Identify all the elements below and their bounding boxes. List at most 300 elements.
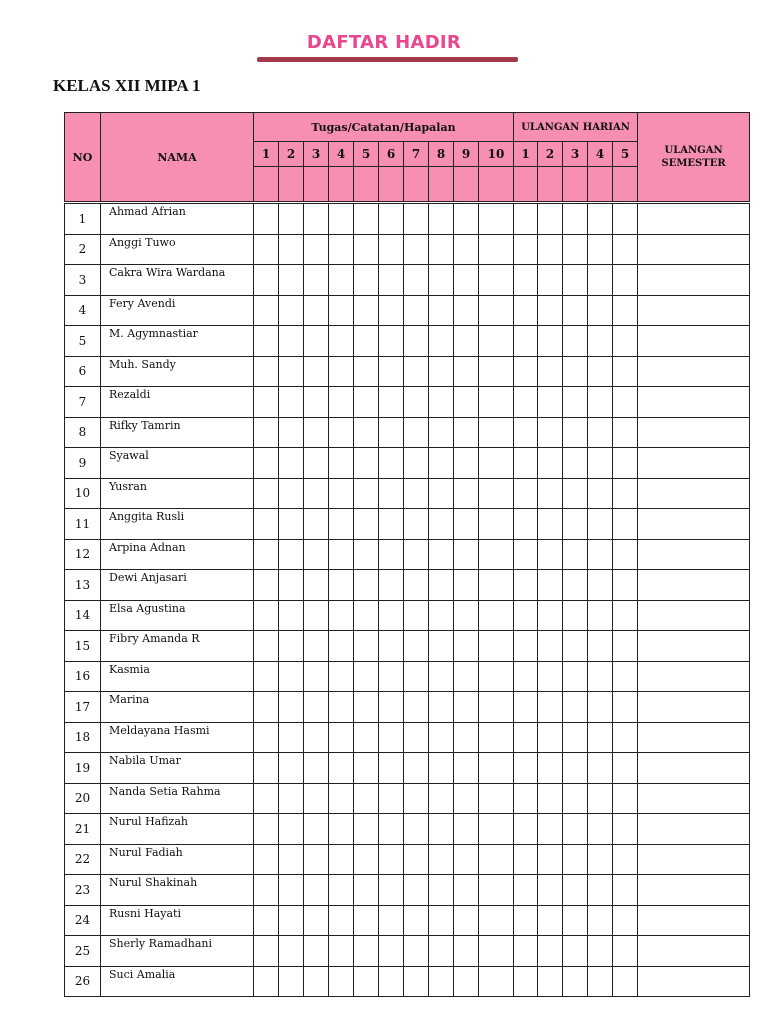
score-cell[interactable]: [538, 387, 563, 418]
score-cell[interactable]: [279, 661, 304, 692]
score-cell[interactable]: [479, 722, 514, 753]
score-cell[interactable]: [254, 265, 279, 296]
score-cell[interactable]: [613, 722, 638, 753]
score-cell[interactable]: [379, 448, 404, 479]
score-cell[interactable]: [329, 905, 354, 936]
score-cell[interactable]: [454, 417, 479, 448]
score-cell[interactable]: [588, 478, 613, 509]
score-cell[interactable]: [538, 204, 563, 235]
score-cell[interactable]: [354, 356, 379, 387]
score-cell[interactable]: [588, 722, 613, 753]
score-cell[interactable]: [379, 600, 404, 631]
score-cell[interactable]: [354, 631, 379, 662]
score-cell[interactable]: [254, 478, 279, 509]
score-cell[interactable]: [588, 753, 613, 784]
score-cell[interactable]: [404, 661, 429, 692]
score-cell[interactable]: [329, 387, 354, 418]
semester-score-cell[interactable]: [638, 905, 750, 936]
score-cell[interactable]: [429, 356, 454, 387]
score-cell[interactable]: [329, 326, 354, 357]
score-cell[interactable]: [613, 356, 638, 387]
score-cell[interactable]: [379, 265, 404, 296]
score-cell[interactable]: [613, 539, 638, 570]
score-cell[interactable]: [563, 966, 588, 997]
score-cell[interactable]: [354, 326, 379, 357]
score-cell[interactable]: [404, 966, 429, 997]
score-cell[interactable]: [254, 753, 279, 784]
score-cell[interactable]: [254, 356, 279, 387]
score-cell[interactable]: [563, 448, 588, 479]
score-cell[interactable]: [563, 783, 588, 814]
score-cell[interactable]: [279, 753, 304, 784]
score-cell[interactable]: [304, 661, 329, 692]
score-cell[interactable]: [613, 844, 638, 875]
score-cell[interactable]: [563, 905, 588, 936]
score-cell[interactable]: [304, 387, 329, 418]
score-cell[interactable]: [254, 783, 279, 814]
score-cell[interactable]: [404, 539, 429, 570]
score-cell[interactable]: [429, 936, 454, 967]
score-cell[interactable]: [479, 295, 514, 326]
score-cell[interactable]: [454, 753, 479, 784]
score-cell[interactable]: [304, 295, 329, 326]
score-cell[interactable]: [454, 966, 479, 997]
score-cell[interactable]: [514, 265, 538, 296]
score-cell[interactable]: [329, 753, 354, 784]
score-cell[interactable]: [563, 356, 588, 387]
score-cell[interactable]: [454, 692, 479, 723]
score-cell[interactable]: [279, 875, 304, 906]
score-cell[interactable]: [379, 387, 404, 418]
score-cell[interactable]: [588, 417, 613, 448]
score-cell[interactable]: [254, 875, 279, 906]
score-cell[interactable]: [329, 204, 354, 235]
score-cell[interactable]: [254, 966, 279, 997]
score-cell[interactable]: [279, 295, 304, 326]
score-cell[interactable]: [454, 356, 479, 387]
score-cell[interactable]: [279, 783, 304, 814]
score-cell[interactable]: [429, 326, 454, 357]
score-cell[interactable]: [429, 509, 454, 540]
score-cell[interactable]: [563, 204, 588, 235]
score-cell[interactable]: [538, 539, 563, 570]
score-cell[interactable]: [538, 783, 563, 814]
semester-score-cell[interactable]: [638, 631, 750, 662]
score-cell[interactable]: [379, 631, 404, 662]
semester-score-cell[interactable]: [638, 722, 750, 753]
semester-score-cell[interactable]: [638, 661, 750, 692]
score-cell[interactable]: [329, 570, 354, 601]
score-cell[interactable]: [354, 509, 379, 540]
score-cell[interactable]: [429, 783, 454, 814]
score-cell[interactable]: [479, 905, 514, 936]
score-cell[interactable]: [254, 509, 279, 540]
score-cell[interactable]: [514, 478, 538, 509]
score-cell[interactable]: [454, 204, 479, 235]
score-cell[interactable]: [379, 814, 404, 845]
score-cell[interactable]: [379, 966, 404, 997]
score-cell[interactable]: [479, 814, 514, 845]
score-cell[interactable]: [254, 692, 279, 723]
score-cell[interactable]: [354, 417, 379, 448]
score-cell[interactable]: [454, 326, 479, 357]
score-cell[interactable]: [429, 448, 454, 479]
score-cell[interactable]: [479, 692, 514, 723]
score-cell[interactable]: [304, 570, 329, 601]
score-cell[interactable]: [429, 265, 454, 296]
score-cell[interactable]: [588, 539, 613, 570]
score-cell[interactable]: [514, 722, 538, 753]
score-cell[interactable]: [514, 631, 538, 662]
score-cell[interactable]: [454, 234, 479, 265]
score-cell[interactable]: [514, 905, 538, 936]
score-cell[interactable]: [514, 417, 538, 448]
score-cell[interactable]: [514, 753, 538, 784]
score-cell[interactable]: [563, 509, 588, 540]
score-cell[interactable]: [304, 722, 329, 753]
score-cell[interactable]: [613, 387, 638, 418]
score-cell[interactable]: [304, 417, 329, 448]
semester-score-cell[interactable]: [638, 570, 750, 601]
score-cell[interactable]: [613, 631, 638, 662]
score-cell[interactable]: [404, 326, 429, 357]
score-cell[interactable]: [279, 448, 304, 479]
score-cell[interactable]: [379, 509, 404, 540]
score-cell[interactable]: [454, 387, 479, 418]
score-cell[interactable]: [613, 600, 638, 631]
score-cell[interactable]: [329, 722, 354, 753]
score-cell[interactable]: [329, 295, 354, 326]
score-cell[interactable]: [613, 661, 638, 692]
score-cell[interactable]: [454, 478, 479, 509]
score-cell[interactable]: [479, 204, 514, 235]
score-cell[interactable]: [588, 387, 613, 418]
score-cell[interactable]: [429, 387, 454, 418]
score-cell[interactable]: [254, 295, 279, 326]
score-cell[interactable]: [304, 600, 329, 631]
score-cell[interactable]: [538, 265, 563, 296]
score-cell[interactable]: [514, 844, 538, 875]
score-cell[interactable]: [429, 722, 454, 753]
score-cell[interactable]: [454, 875, 479, 906]
score-cell[interactable]: [304, 844, 329, 875]
score-cell[interactable]: [479, 661, 514, 692]
score-cell[interactable]: [429, 661, 454, 692]
score-cell[interactable]: [429, 570, 454, 601]
score-cell[interactable]: [613, 966, 638, 997]
score-cell[interactable]: [479, 234, 514, 265]
score-cell[interactable]: [354, 692, 379, 723]
score-cell[interactable]: [329, 356, 354, 387]
score-cell[interactable]: [379, 661, 404, 692]
score-cell[interactable]: [454, 600, 479, 631]
score-cell[interactable]: [404, 448, 429, 479]
score-cell[interactable]: [479, 570, 514, 601]
score-cell[interactable]: [588, 326, 613, 357]
score-cell[interactable]: [563, 539, 588, 570]
score-cell[interactable]: [304, 448, 329, 479]
score-cell[interactable]: [304, 631, 329, 662]
score-cell[interactable]: [329, 661, 354, 692]
score-cell[interactable]: [454, 936, 479, 967]
score-cell[interactable]: [454, 661, 479, 692]
score-cell[interactable]: [379, 692, 404, 723]
score-cell[interactable]: [279, 814, 304, 845]
score-cell[interactable]: [454, 814, 479, 845]
score-cell[interactable]: [588, 509, 613, 540]
score-cell[interactable]: [514, 204, 538, 235]
semester-score-cell[interactable]: [638, 600, 750, 631]
score-cell[interactable]: [588, 966, 613, 997]
score-cell[interactable]: [404, 265, 429, 296]
score-cell[interactable]: [538, 509, 563, 540]
semester-score-cell[interactable]: [638, 326, 750, 357]
score-cell[interactable]: [354, 753, 379, 784]
score-cell[interactable]: [329, 844, 354, 875]
score-cell[interactable]: [514, 234, 538, 265]
score-cell[interactable]: [329, 966, 354, 997]
score-cell[interactable]: [354, 387, 379, 418]
score-cell[interactable]: [429, 631, 454, 662]
score-cell[interactable]: [279, 326, 304, 357]
score-cell[interactable]: [404, 509, 429, 540]
score-cell[interactable]: [613, 265, 638, 296]
score-cell[interactable]: [304, 692, 329, 723]
score-cell[interactable]: [538, 936, 563, 967]
score-cell[interactable]: [404, 295, 429, 326]
score-cell[interactable]: [514, 875, 538, 906]
score-cell[interactable]: [254, 905, 279, 936]
score-cell[interactable]: [429, 905, 454, 936]
score-cell[interactable]: [588, 204, 613, 235]
score-cell[interactable]: [279, 600, 304, 631]
score-cell[interactable]: [254, 326, 279, 357]
score-cell[interactable]: [429, 966, 454, 997]
score-cell[interactable]: [429, 478, 454, 509]
score-cell[interactable]: [404, 783, 429, 814]
score-cell[interactable]: [329, 600, 354, 631]
score-cell[interactable]: [254, 387, 279, 418]
score-cell[interactable]: [329, 631, 354, 662]
score-cell[interactable]: [379, 875, 404, 906]
score-cell[interactable]: [329, 417, 354, 448]
score-cell[interactable]: [304, 753, 329, 784]
semester-score-cell[interactable]: [638, 234, 750, 265]
score-cell[interactable]: [279, 905, 304, 936]
score-cell[interactable]: [279, 234, 304, 265]
score-cell[interactable]: [254, 600, 279, 631]
score-cell[interactable]: [279, 936, 304, 967]
score-cell[interactable]: [304, 936, 329, 967]
score-cell[interactable]: [429, 875, 454, 906]
score-cell[interactable]: [429, 844, 454, 875]
score-cell[interactable]: [379, 356, 404, 387]
score-cell[interactable]: [538, 234, 563, 265]
score-cell[interactable]: [563, 570, 588, 601]
semester-score-cell[interactable]: [638, 356, 750, 387]
score-cell[interactable]: [329, 692, 354, 723]
score-cell[interactable]: [329, 509, 354, 540]
score-cell[interactable]: [404, 417, 429, 448]
score-cell[interactable]: [514, 356, 538, 387]
score-cell[interactable]: [329, 448, 354, 479]
score-cell[interactable]: [304, 814, 329, 845]
score-cell[interactable]: [563, 265, 588, 296]
score-cell[interactable]: [514, 539, 538, 570]
score-cell[interactable]: [304, 478, 329, 509]
score-cell[interactable]: [563, 387, 588, 418]
score-cell[interactable]: [613, 692, 638, 723]
score-cell[interactable]: [379, 295, 404, 326]
score-cell[interactable]: [279, 265, 304, 296]
score-cell[interactable]: [613, 905, 638, 936]
score-cell[interactable]: [514, 936, 538, 967]
score-cell[interactable]: [404, 204, 429, 235]
score-cell[interactable]: [379, 936, 404, 967]
score-cell[interactable]: [329, 265, 354, 296]
score-cell[interactable]: [404, 631, 429, 662]
score-cell[interactable]: [304, 509, 329, 540]
semester-score-cell[interactable]: [638, 814, 750, 845]
score-cell[interactable]: [404, 570, 429, 601]
score-cell[interactable]: [354, 661, 379, 692]
score-cell[interactable]: [538, 966, 563, 997]
score-cell[interactable]: [588, 844, 613, 875]
score-cell[interactable]: [279, 509, 304, 540]
score-cell[interactable]: [454, 844, 479, 875]
score-cell[interactable]: [379, 326, 404, 357]
score-cell[interactable]: [279, 722, 304, 753]
score-cell[interactable]: [563, 722, 588, 753]
score-cell[interactable]: [254, 722, 279, 753]
score-cell[interactable]: [354, 722, 379, 753]
score-cell[interactable]: [588, 783, 613, 814]
score-cell[interactable]: [479, 387, 514, 418]
score-cell[interactable]: [404, 387, 429, 418]
score-cell[interactable]: [514, 814, 538, 845]
score-cell[interactable]: [404, 753, 429, 784]
score-cell[interactable]: [479, 844, 514, 875]
score-cell[interactable]: [613, 417, 638, 448]
score-cell[interactable]: [563, 875, 588, 906]
score-cell[interactable]: [254, 417, 279, 448]
score-cell[interactable]: [254, 936, 279, 967]
score-cell[interactable]: [279, 631, 304, 662]
score-cell[interactable]: [354, 875, 379, 906]
score-cell[interactable]: [379, 539, 404, 570]
score-cell[interactable]: [514, 295, 538, 326]
score-cell[interactable]: [404, 356, 429, 387]
score-cell[interactable]: [379, 417, 404, 448]
score-cell[interactable]: [538, 875, 563, 906]
score-cell[interactable]: [304, 539, 329, 570]
score-cell[interactable]: [304, 234, 329, 265]
score-cell[interactable]: [354, 814, 379, 845]
score-cell[interactable]: [279, 570, 304, 601]
score-cell[interactable]: [404, 875, 429, 906]
score-cell[interactable]: [429, 295, 454, 326]
score-cell[interactable]: [613, 204, 638, 235]
score-cell[interactable]: [454, 539, 479, 570]
score-cell[interactable]: [354, 478, 379, 509]
score-cell[interactable]: [329, 814, 354, 845]
score-cell[interactable]: [479, 326, 514, 357]
score-cell[interactable]: [588, 600, 613, 631]
score-cell[interactable]: [304, 204, 329, 235]
score-cell[interactable]: [454, 722, 479, 753]
score-cell[interactable]: [479, 966, 514, 997]
score-cell[interactable]: [563, 692, 588, 723]
score-cell[interactable]: [354, 936, 379, 967]
score-cell[interactable]: [454, 265, 479, 296]
score-cell[interactable]: [479, 417, 514, 448]
score-cell[interactable]: [304, 875, 329, 906]
score-cell[interactable]: [479, 875, 514, 906]
score-cell[interactable]: [538, 600, 563, 631]
score-cell[interactable]: [538, 661, 563, 692]
score-cell[interactable]: [454, 905, 479, 936]
score-cell[interactable]: [563, 478, 588, 509]
score-cell[interactable]: [404, 478, 429, 509]
score-cell[interactable]: [538, 722, 563, 753]
score-cell[interactable]: [254, 234, 279, 265]
score-cell[interactable]: [563, 631, 588, 662]
score-cell[interactable]: [454, 570, 479, 601]
score-cell[interactable]: [538, 448, 563, 479]
score-cell[interactable]: [613, 570, 638, 601]
semester-score-cell[interactable]: [638, 875, 750, 906]
score-cell[interactable]: [354, 204, 379, 235]
score-cell[interactable]: [354, 539, 379, 570]
score-cell[interactable]: [379, 234, 404, 265]
score-cell[interactable]: [613, 326, 638, 357]
score-cell[interactable]: [379, 753, 404, 784]
score-cell[interactable]: [563, 234, 588, 265]
score-cell[interactable]: [329, 539, 354, 570]
score-cell[interactable]: [613, 509, 638, 540]
score-cell[interactable]: [304, 326, 329, 357]
score-cell[interactable]: [588, 875, 613, 906]
score-cell[interactable]: [454, 295, 479, 326]
score-cell[interactable]: [254, 661, 279, 692]
score-cell[interactable]: [563, 661, 588, 692]
score-cell[interactable]: [304, 783, 329, 814]
score-cell[interactable]: [613, 478, 638, 509]
semester-score-cell[interactable]: [638, 265, 750, 296]
score-cell[interactable]: [279, 844, 304, 875]
score-cell[interactable]: [379, 905, 404, 936]
score-cell[interactable]: [563, 753, 588, 784]
score-cell[interactable]: [429, 204, 454, 235]
score-cell[interactable]: [329, 936, 354, 967]
score-cell[interactable]: [254, 448, 279, 479]
score-cell[interactable]: [514, 661, 538, 692]
score-cell[interactable]: [479, 631, 514, 662]
score-cell[interactable]: [479, 783, 514, 814]
score-cell[interactable]: [354, 265, 379, 296]
score-cell[interactable]: [588, 265, 613, 296]
score-cell[interactable]: [514, 448, 538, 479]
score-cell[interactable]: [354, 448, 379, 479]
score-cell[interactable]: [404, 814, 429, 845]
score-cell[interactable]: [479, 600, 514, 631]
score-cell[interactable]: [429, 600, 454, 631]
score-cell[interactable]: [538, 356, 563, 387]
score-cell[interactable]: [514, 600, 538, 631]
score-cell[interactable]: [254, 631, 279, 662]
score-cell[interactable]: [479, 509, 514, 540]
score-cell[interactable]: [538, 631, 563, 662]
